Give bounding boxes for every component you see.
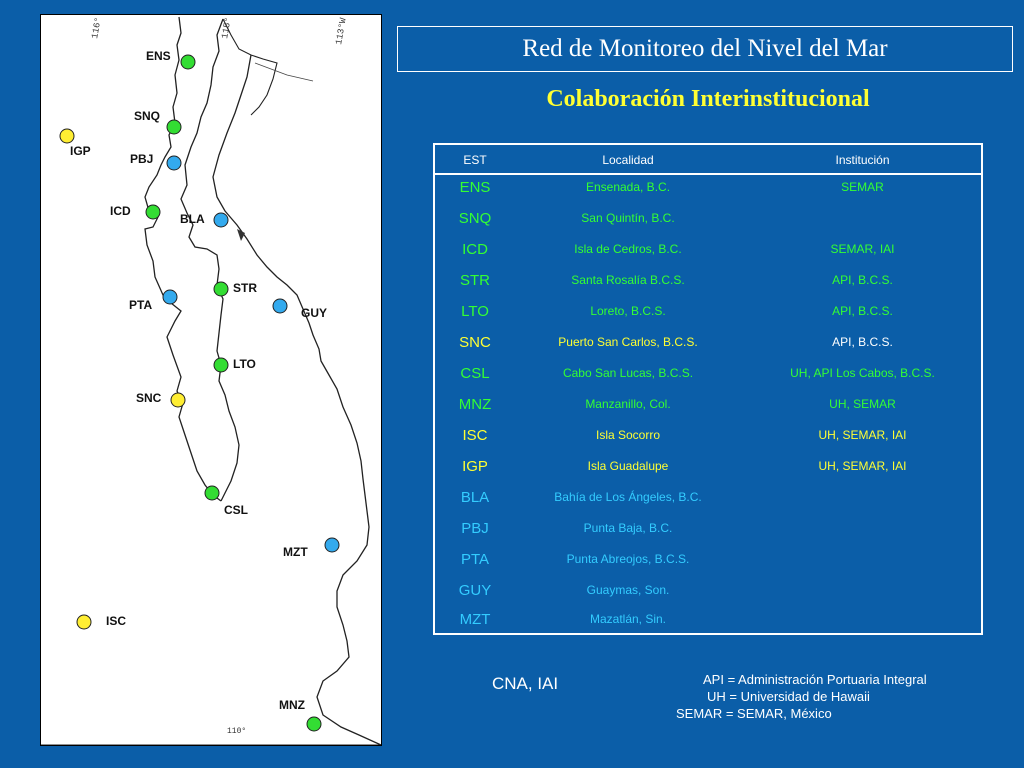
cell-localidad: Isla de Cedros, B.C. xyxy=(574,242,682,256)
cell-localidad: Isla Socorro xyxy=(595,428,661,442)
table-row xyxy=(435,365,981,396)
mainland-coast xyxy=(213,55,381,745)
coord-label: 115° xyxy=(220,16,234,40)
cell-institucion: SEMAR, IAI xyxy=(830,242,895,256)
station-marker-igp[interactable] xyxy=(60,129,74,143)
station-label: STR xyxy=(233,281,257,295)
column-header-localidad: Localidad xyxy=(602,153,654,167)
cell-est: PTA xyxy=(460,551,490,568)
cell-est: SNC xyxy=(459,334,491,351)
station-label: PBJ xyxy=(130,152,154,166)
page-subtitle: Colaboración Interinstitucional xyxy=(546,86,870,112)
cell-est: MNZ xyxy=(458,396,492,413)
cell-institucion: API, B.C.S. xyxy=(832,273,893,287)
table-row xyxy=(435,611,981,642)
cell-est: ISC xyxy=(462,427,488,444)
table-row xyxy=(435,272,981,303)
cell-localidad: Guaymas, Son. xyxy=(586,583,670,597)
table-row xyxy=(435,241,981,272)
cell-institucion: UH, SEMAR, IAI xyxy=(818,428,907,442)
table-row xyxy=(435,458,981,489)
cell-localidad: San Quintín, B.C. xyxy=(581,211,675,225)
cell-localidad: Puerto San Carlos, B.C.S. xyxy=(558,335,698,349)
station-label: ENS xyxy=(146,49,171,63)
cna-label: CNA, IAI xyxy=(492,674,559,693)
cell-localidad: Punta Abreojos, B.C.S. xyxy=(566,552,690,566)
cell-institucion: API, B.C.S. xyxy=(832,335,893,349)
table-row xyxy=(435,520,981,551)
station-marker-icd[interactable] xyxy=(146,205,160,219)
cell-localidad: Bahía de Los Ángeles, B.C. xyxy=(554,490,702,504)
station-marker-mnz[interactable] xyxy=(307,717,321,731)
table-row xyxy=(435,179,981,210)
station-marker-snc[interactable] xyxy=(171,393,185,407)
station-marker-guy[interactable] xyxy=(273,299,287,313)
station-marker-lto[interactable] xyxy=(214,358,228,372)
station-marker-mzt[interactable] xyxy=(325,538,339,552)
station-label: CSL xyxy=(224,503,248,517)
table-row xyxy=(435,303,981,334)
border-line xyxy=(255,63,313,81)
station-label: LTO xyxy=(233,357,256,371)
cell-institucion: SEMAR xyxy=(841,180,884,194)
column-header-est: EST xyxy=(463,153,487,167)
station-marker-pbj[interactable] xyxy=(167,156,181,170)
cell-localidad: Santa Rosalía B.C.S. xyxy=(571,273,685,287)
table-row xyxy=(435,551,981,582)
station-marker-isc[interactable] xyxy=(77,615,91,629)
station-label: MZT xyxy=(283,545,308,559)
cell-est: SNQ xyxy=(458,210,492,227)
cell-est: ENS xyxy=(459,179,491,196)
legend-line: SEMAR = SEMAR, México xyxy=(676,706,832,721)
station-label: SNQ xyxy=(134,109,161,123)
station-marker-snq[interactable] xyxy=(167,120,181,134)
table-row xyxy=(435,334,981,365)
table-row xyxy=(435,582,981,613)
stations-table xyxy=(433,143,983,635)
map-panel xyxy=(40,14,382,746)
cell-est: CSL xyxy=(460,365,490,382)
coord-label: 110° xyxy=(227,727,247,736)
station-label: ISC xyxy=(106,614,127,628)
station-marker-bla[interactable] xyxy=(214,213,228,227)
station-label: MNZ xyxy=(279,698,305,712)
legend-line: UH = Universidad de Hawaii xyxy=(707,689,870,704)
cell-est: PBJ xyxy=(461,520,489,537)
station-label: ICD xyxy=(110,204,131,218)
table-row xyxy=(435,396,981,427)
table-row xyxy=(435,489,981,520)
page-title: Red de Monitoreo del Nivel del Mar xyxy=(397,26,1013,72)
station-marker-str[interactable] xyxy=(214,282,228,296)
coastline-map xyxy=(41,15,382,746)
cell-institucion: UH, SEMAR, IAI xyxy=(818,459,907,473)
cell-est: STR xyxy=(460,272,490,289)
cell-localidad: Loreto, B.C.S. xyxy=(590,304,666,318)
coord-label: 116° xyxy=(90,16,104,40)
cell-localidad: Manzanillo, Col. xyxy=(585,397,671,411)
cell-localidad: Ensenada, B.C. xyxy=(585,180,671,194)
cell-est: IGP xyxy=(462,458,488,475)
cell-est: MZT xyxy=(459,611,491,628)
column-header-institucion: Institución xyxy=(835,153,890,167)
cell-est: LTO xyxy=(461,303,489,320)
station-marker-csl[interactable] xyxy=(205,486,219,500)
baja-gulf-coast xyxy=(181,16,239,501)
cell-institucion: API, B.C.S. xyxy=(832,304,893,318)
station-label: GUY xyxy=(301,306,328,320)
cell-localidad: Isla Guadalupe xyxy=(587,459,669,473)
legend-line: API = Administración Portuaria Integral xyxy=(703,672,927,687)
table-row xyxy=(435,427,981,458)
cell-localidad: Punta Baja, B.C. xyxy=(583,521,673,535)
cell-est: GUY xyxy=(458,582,492,599)
station-marker-pta[interactable] xyxy=(163,290,177,304)
cell-est: BLA xyxy=(460,489,490,506)
table-header xyxy=(435,145,981,175)
cell-localidad: Mazatlán, Sin. xyxy=(589,612,667,626)
cell-localidad: Cabo San Lucas, B.C.S. xyxy=(562,366,694,380)
cell-institucion: UH, API Los Cabos, B.C.S. xyxy=(790,366,935,380)
cell-est: ICD xyxy=(462,241,488,258)
station-marker-ens[interactable] xyxy=(181,55,195,69)
station-label: PTA xyxy=(129,298,153,312)
coord-label: 113°W xyxy=(334,17,349,46)
station-label: BLA xyxy=(180,212,205,226)
station-label: SNC xyxy=(136,391,162,405)
table-row xyxy=(435,210,981,241)
upper-gulf-coast xyxy=(223,19,277,115)
station-label: IGP xyxy=(70,144,91,158)
cell-institucion: UH, SEMAR xyxy=(829,397,896,411)
